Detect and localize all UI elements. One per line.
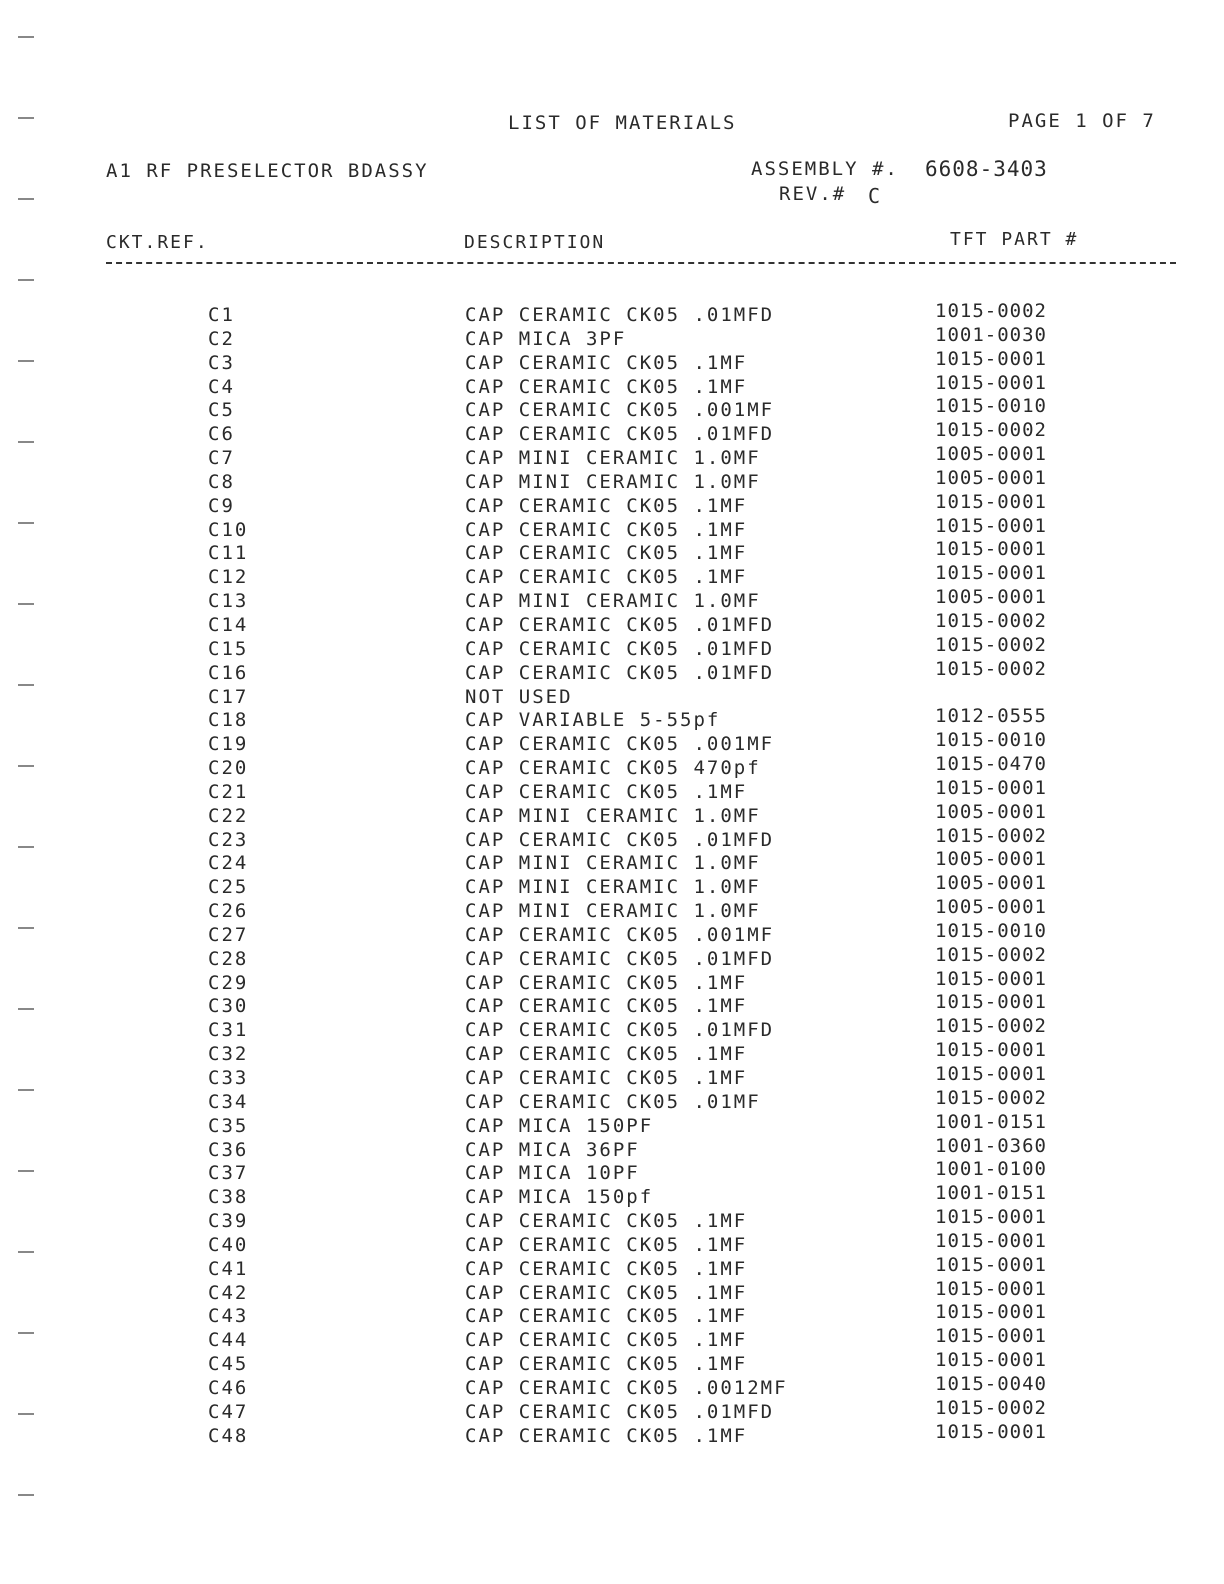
row-description: CAP MINI CERAMIC 1.0MF <box>465 470 761 493</box>
row-ref: C31 <box>208 1019 249 1042</box>
row-description: CAP CERAMIC CK05 .1MF <box>465 375 748 398</box>
row-ref: C4 <box>208 375 235 398</box>
row-part-number: 1015-0001 <box>935 1301 1047 1324</box>
row-part-number: 1015-0002 <box>935 609 1047 632</box>
row-description: CAP CERAMIC CK05 .1MF <box>465 494 748 517</box>
margin-tick <box>18 1494 34 1496</box>
row-part-number: 1005-0001 <box>935 896 1047 919</box>
row-description: CAP CERAMIC CK05 .01MFD <box>465 637 775 660</box>
margin-tick <box>18 117 34 119</box>
row-part-number: 1015-0002 <box>935 1015 1047 1038</box>
row-part-number: 1015-0002 <box>935 657 1047 680</box>
row-description: CAP CERAMIC CK05 .1MF <box>465 1424 748 1447</box>
row-description: CAP CERAMIC CK05 .01MFD <box>465 661 775 684</box>
column-header-description: DESCRIPTION <box>464 232 606 253</box>
row-part-number: 1005-0001 <box>935 848 1047 871</box>
row-description: CAP CERAMIC CK05 .1MF <box>465 1353 748 1376</box>
row-description: CAP CERAMIC CK05 .01MFD <box>465 1400 775 1423</box>
row-description: CAP MINI CERAMIC 1.0MF <box>465 852 761 875</box>
row-ref: C10 <box>208 518 249 541</box>
row-part-number: 1015-0001 <box>935 538 1047 561</box>
row-part-number: 1001-0151 <box>935 1182 1047 1205</box>
row-description: CAP CERAMIC CK05 .1MF <box>465 971 748 994</box>
row-description: NOT USED <box>465 685 573 708</box>
row-ref: C38 <box>208 1186 249 1209</box>
row-ref: C43 <box>208 1305 249 1328</box>
row-description: CAP CERAMIC CK05 .1MF <box>465 1257 748 1280</box>
row-part-number: 1001-0151 <box>935 1110 1047 1133</box>
row-part-number: 1015-0001 <box>935 1229 1047 1252</box>
row-ref: C27 <box>208 923 249 946</box>
row-ref: C18 <box>208 709 249 732</box>
row-part-number: 1015-0002 <box>935 943 1047 966</box>
row-ref: C40 <box>208 1233 249 1256</box>
row-description: CAP CERAMIC CK05 .1MF <box>465 780 748 803</box>
row-part-number: 1001-0360 <box>935 1134 1047 1157</box>
margin-tick <box>18 36 34 38</box>
row-ref: C45 <box>208 1353 249 1376</box>
row-description: CAP CERAMIC CK05 470pf <box>465 757 761 780</box>
row-description: CAP CERAMIC CK05 .01MFD <box>465 1019 775 1042</box>
row-part-number: 1015-0002 <box>935 633 1047 656</box>
row-description: CAP MICA 10PF <box>465 1162 640 1185</box>
row-description: CAP CERAMIC CK05 .01MFD <box>465 613 775 636</box>
row-description: CAP CERAMIC CK05 .1MF <box>465 995 748 1018</box>
row-description: CAP MICA 150pf <box>465 1186 654 1209</box>
row-part-number: 1015-0010 <box>935 729 1047 752</box>
row-part-number: 1015-0001 <box>935 371 1047 394</box>
row-ref: C15 <box>208 637 249 660</box>
row-ref: C30 <box>208 995 249 1018</box>
row-description: CAP CERAMIC CK05 .1MF <box>465 1043 748 1066</box>
row-description: CAP MICA 150PF <box>465 1114 654 1137</box>
row-ref: C12 <box>208 566 249 589</box>
row-description: CAP CERAMIC CK05 .0012MF <box>465 1376 788 1399</box>
row-part-number: 1015-0002 <box>935 300 1047 322</box>
row-ref: C6 <box>208 423 235 446</box>
row-part-number: 1015-0010 <box>935 919 1047 942</box>
row-part-number: 1001-0030 <box>935 323 1047 346</box>
row-description: CAP CERAMIC CK05 .1MF <box>465 1210 748 1233</box>
row-part-number: 1015-0010 <box>935 395 1047 418</box>
row-ref: C46 <box>208 1376 249 1399</box>
document-title: LIST OF MATERIALS <box>508 112 737 134</box>
row-part-number: 1015-0001 <box>935 490 1047 513</box>
row-ref: C32 <box>208 1043 249 1066</box>
row-ref: C26 <box>208 900 249 923</box>
row-ref: C13 <box>208 590 249 613</box>
row-part-number: 1015-0002 <box>935 1396 1047 1419</box>
row-description: CAP CERAMIC CK05 .001MF <box>465 733 775 756</box>
row-part-number: 1015-0001 <box>935 1325 1047 1348</box>
row-ref: C3 <box>208 351 235 374</box>
row-description: CAP CERAMIC CK05 .01MFD <box>465 828 775 851</box>
table-row <box>0 657 1224 686</box>
row-ref: C42 <box>208 1281 249 1304</box>
row-description: CAP MICA 3PF <box>465 327 627 350</box>
row-ref: C36 <box>208 1138 249 1161</box>
row-ref: C11 <box>208 542 249 565</box>
row-part-number: 1005-0001 <box>935 466 1047 489</box>
row-ref: C28 <box>208 947 249 970</box>
row-part-number: 1015-0040 <box>935 1372 1047 1395</box>
margin-tick <box>18 279 34 281</box>
row-description: CAP CERAMIC CK05 .01MFD <box>465 304 775 326</box>
row-ref: C44 <box>208 1329 249 1352</box>
materials-list <box>0 300 1224 1449</box>
row-ref: C2 <box>208 327 235 350</box>
row-part-number: 1015-0001 <box>935 1277 1047 1300</box>
margin-tick <box>18 198 34 200</box>
row-ref: C23 <box>208 828 249 851</box>
row-ref: C35 <box>208 1114 249 1137</box>
row-ref: C39 <box>208 1210 249 1233</box>
row-description: CAP CERAMIC CK05 .1MF <box>465 1067 748 1089</box>
row-ref: C19 <box>208 733 249 756</box>
row-ref: C34 <box>208 1090 249 1113</box>
row-description: CAP CERAMIC CK05 .1MF <box>465 351 748 374</box>
row-part-number: 1015-0001 <box>935 1420 1047 1443</box>
row-ref: C25 <box>208 876 249 899</box>
row-part-number: 1015-0001 <box>935 967 1047 990</box>
header-divider <box>106 262 1176 264</box>
row-description: CAP CERAMIC CK05 .1MF <box>465 542 748 565</box>
row-part-number: 1001-0100 <box>935 1158 1047 1181</box>
row-description: CAP CERAMIC CK05 .01MFD <box>465 423 775 446</box>
row-ref: C47 <box>208 1400 249 1423</box>
row-description: CAP MICA 36PF <box>465 1138 640 1161</box>
row-part-number: 1015-0001 <box>935 1039 1047 1062</box>
row-description: CAP CERAMIC CK05 .01MF <box>465 1090 761 1113</box>
revision-label: REV.# <box>779 183 847 205</box>
row-ref: C37 <box>208 1162 249 1185</box>
row-ref: C7 <box>208 447 235 470</box>
assembly-number-label: ASSEMBLY #. <box>751 158 899 180</box>
row-description: CAP MINI CERAMIC 1.0MF <box>465 447 761 470</box>
row-part-number: 1015-0001 <box>935 562 1047 585</box>
row-description: CAP CERAMIC CK05 .01MFD <box>465 947 775 970</box>
row-ref: C20 <box>208 757 249 780</box>
row-ref: C17 <box>208 685 249 708</box>
table-row <box>0 1420 1224 1449</box>
column-header-ref: CKT.REF. <box>106 232 209 253</box>
assembly-name: A1 RF PRESELECTOR BDASSY <box>106 160 429 182</box>
row-part-number: 1015-0002 <box>935 1086 1047 1109</box>
row-ref: C14 <box>208 613 249 636</box>
row-ref: C5 <box>208 399 235 422</box>
row-part-number: 1015-0001 <box>935 1349 1047 1372</box>
row-ref: C16 <box>208 661 249 684</box>
row-part-number: 1015-0001 <box>935 347 1047 370</box>
row-description: CAP MINI CERAMIC 1.0MF <box>465 590 761 613</box>
row-part-number: 1015-0001 <box>935 1253 1047 1276</box>
row-description: CAP MINI CERAMIC 1.0MF <box>465 900 761 923</box>
page-number: PAGE 1 OF 7 <box>1008 110 1156 132</box>
row-part-number: 1015-0001 <box>935 1206 1047 1229</box>
row-ref: C21 <box>208 780 249 803</box>
revision-value: C <box>868 184 883 208</box>
row-part-number: 1005-0001 <box>935 872 1047 895</box>
row-ref: C41 <box>208 1257 249 1280</box>
row-description: CAP CERAMIC CK05 .1MF <box>465 1233 748 1256</box>
row-description: CAP CERAMIC CK05 .1MF <box>465 1305 748 1328</box>
row-part-number: 1015-0001 <box>935 991 1047 1014</box>
row-ref: C29 <box>208 971 249 994</box>
row-ref: C33 <box>208 1067 249 1089</box>
row-ref: C8 <box>208 470 235 493</box>
row-part-number: 1015-0001 <box>935 514 1047 537</box>
row-part-number: 1015-0470 <box>935 753 1047 776</box>
row-part-number: 1005-0001 <box>935 800 1047 823</box>
row-ref: C22 <box>208 804 249 827</box>
row-part-number: 1005-0001 <box>935 443 1047 466</box>
row-part-number: 1015-0001 <box>935 1063 1047 1085</box>
row-part-number: 1012-0555 <box>935 705 1047 728</box>
row-description: CAP VARIABLE 5-55pf <box>465 709 721 732</box>
row-ref: C9 <box>208 494 235 517</box>
assembly-number: 6608-3403 <box>925 157 1048 181</box>
row-description: CAP CERAMIC CK05 .001MF <box>465 399 775 422</box>
row-description: CAP CERAMIC CK05 .001MF <box>465 923 775 946</box>
row-description: CAP CERAMIC CK05 .1MF <box>465 566 748 589</box>
row-part-number: 1015-0002 <box>935 824 1047 847</box>
row-description: CAP CERAMIC CK05 .1MF <box>465 518 748 541</box>
row-description: CAP MINI CERAMIC 1.0MF <box>465 876 761 899</box>
row-part-number: 1015-0001 <box>935 776 1047 799</box>
row-description: CAP CERAMIC CK05 .1MF <box>465 1281 748 1304</box>
row-ref: C1 <box>208 304 235 326</box>
row-part-number: 1005-0001 <box>935 586 1047 609</box>
row-description: CAP CERAMIC CK05 .1MF <box>465 1329 748 1352</box>
column-header-part: TFT PART # <box>950 229 1079 250</box>
row-description: CAP MINI CERAMIC 1.0MF <box>465 804 761 827</box>
row-part-number: 1015-0002 <box>935 419 1047 442</box>
row-ref: C24 <box>208 852 249 875</box>
row-ref: C48 <box>208 1424 249 1447</box>
